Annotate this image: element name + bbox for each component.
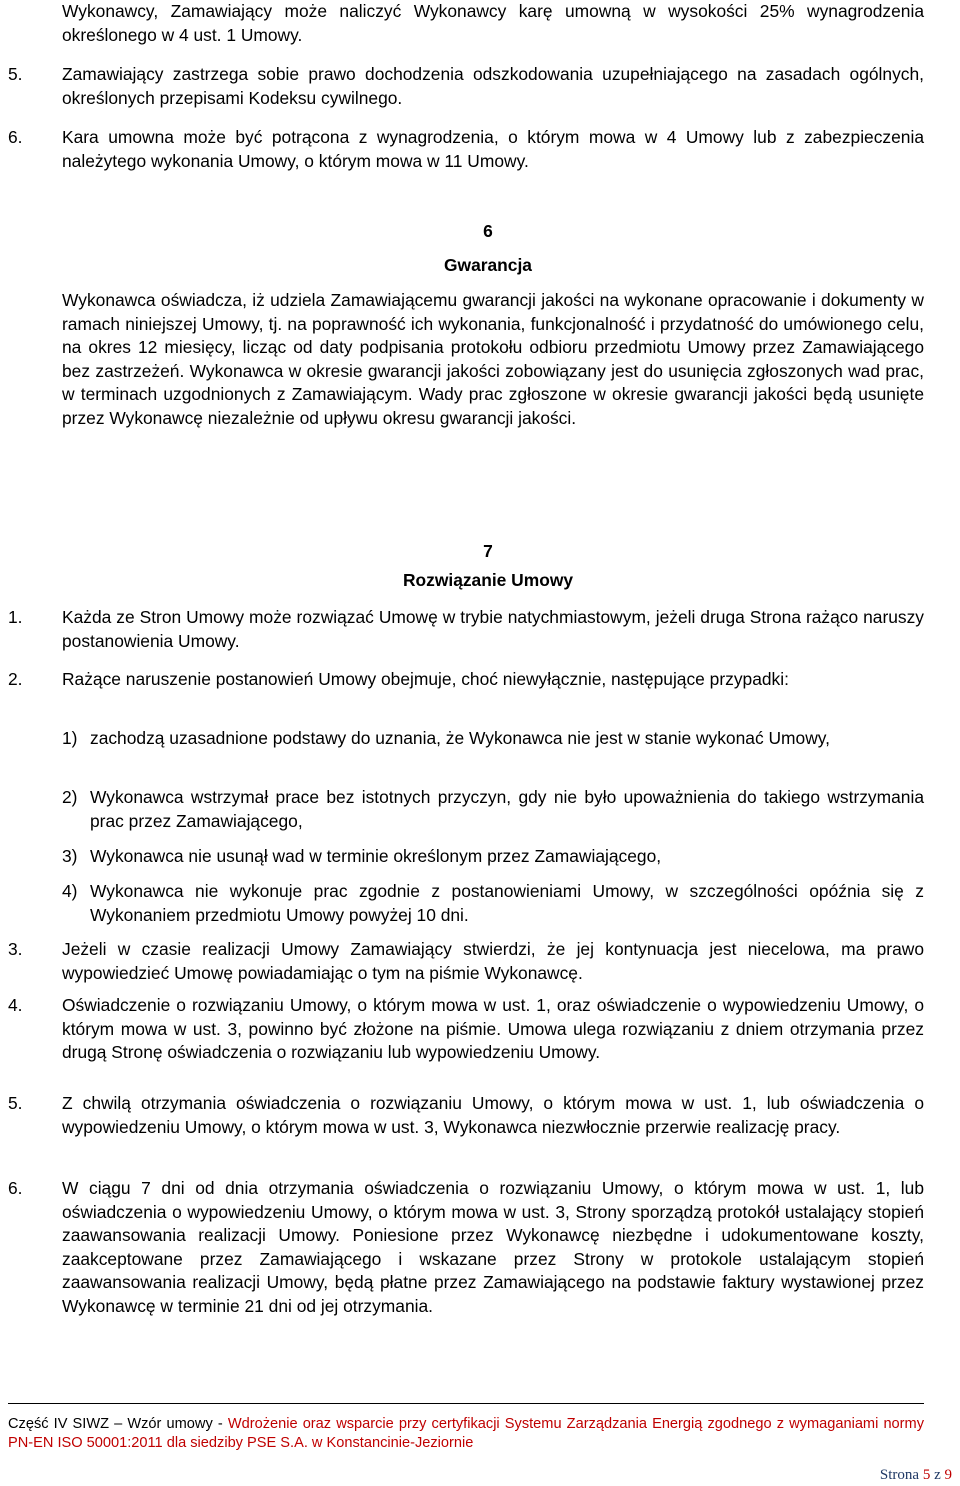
s7-item-1-number: 1. [8, 607, 23, 627]
s7-item-4-number: 4. [8, 995, 23, 1015]
s7-item-2-text: Rażące naruszenie postanowień Umowy obejmuje, choć niewyłącznie, następujące przypadki: [62, 669, 789, 689]
s7-subitem-1-text: zachodzą uzasadnione podstawy do uznania, że Wykonawca nie jest w stanie wykonać Umowy, [90, 728, 830, 748]
s7-item-6-number: 6. [8, 1178, 23, 1198]
continuation-paragraph: Wykonawcy, Zamawiający może naliczyć Wykonawcy karę umowną w wysokości 25% wynagrodzenia określonego w 4 ust. 1 Umowy. [62, 1, 924, 45]
page-separator: z [934, 1467, 941, 1483]
section-7-title: Rozwiązanie Umowy [402, 570, 574, 590]
s7-subitem-1-number: 1) [62, 728, 78, 748]
s7-subitem-4-number: 4) [62, 881, 78, 901]
footer-prefix: Część IV SIWZ – Wzór umowy - [8, 1416, 228, 1432]
s7-subitem-4-text: Wykonawca nie wykonuje prac zgodnie z postanowieniami Umowy, w szczególności opóźnia się z Wykonaniem przedmiotu Umowy powyżej 10 dni. [90, 881, 924, 925]
page-total: 9 [944, 1467, 952, 1483]
s7-item-3-text: Jeżeli w czasie realizacji Umowy Zamawiający stwierdzi, że jej kontynuacja jest niecelowa, ma prawo wypowiedzieć Umowę powiadamiając o tym na piśmie Wykonawcę. [62, 939, 924, 983]
section-6-title: Gwarancja [444, 255, 532, 275]
footer-title: Wdrożenie oraz wsparcie przy certyfikacji Systemu Zarządzania Energią zgodnego z wymaganiami normy PN-EN ISO 50001:2011 dla siedziby PSE S.A. w Konstancinie-Jeziornie [8, 1416, 924, 1451]
page-number [880, 1466, 952, 1484]
s7-subitem-3-text: Wykonawca nie usunął wad w terminie określonym przez Zamawiającego, [90, 846, 662, 866]
item-6-text: Kara umowna może być potrącona z wynagrodzenia, o którym mowa w 4 Umowy lub z zabezpieczenia należytego wykonania Umowy, o którym mowa w 11 Umowy. [62, 127, 924, 171]
s7-subitem-3-number: 3) [62, 846, 78, 866]
s7-item-3-number: 3. [8, 939, 23, 959]
section-6-body: Wykonawca oświadcza, iż udziela Zamawiającemu gwarancji jakości na wykonane opracowanie i dokumenty w ramach niniejszej Umowy, tj. na poprawność ich wykonania, funkcjonalność i przydatność do umówionego celu, na okres 12 miesięcy, licząc od daty podpisania protokołu odbioru przedmiotu Umowy przez Zamawiającego bez zastrzeżeń. Wykonawca w okresie gwarancji jakości zobowiązany jest do usunięcia zgłoszonych wad prac, w terminach uzgodnionych z Zamawiającym. Wady prac zgłoszone w okresie gwarancji jakości będą usunięte przez Wykonawcę niezależnie od upływu okresu gwarancji jakości. [62, 290, 924, 428]
s7-subitem-2-text: Wykonawca wstrzymał prace bez istotnych przyczyn, gdy nie było upoważnienia do takiego wstrzymania prac przez Zamawiającego, [90, 787, 924, 831]
item-5-number: 5. [8, 64, 23, 84]
item-6-number: 6. [8, 127, 23, 147]
footer-divider [8, 1403, 924, 1404]
s7-item-2-number: 2. [8, 669, 23, 689]
s7-item-5-text: Z chwilą otrzymania oświadczenia o rozwiązaniu Umowy, o którym mowa w ust. 1, lub oświadczenia o wypowiedzeniu Umowy, o którym mowa w ust. 3, Wykonawca niezwłocznie przerwie realizację pracy. [62, 1093, 924, 1137]
section-6-number: 6 [483, 221, 493, 241]
s7-item-6-text: W ciągu 7 dni od dnia otrzymania oświadczenia o rozwiązaniu Umowy, o którym mowa w ust. 1, lub oświadczenia o wypowiedzeniu Umowy, o którym mowa w ust. 3, Strony sporządzą protokół ustalający stopień zaawansowania realizacji Umowy. Poniesione przez Wykonawcę niezbędne i udokumentowane koszty, zaakceptowane przez Zamawiającego i wskazane przez Strony w protokole ustalającym stopień zaawansowania realizacji Umowy, będą płatne przez Zamawiającego na podstawie faktury wystawionej przez Wykonawcę w terminie 21 dni od jej otrzymania. [62, 1178, 924, 1316]
page-label: Strona [879, 1467, 920, 1483]
page-current: 5 [922, 1467, 931, 1483]
s7-item-1-text: Każda ze Stron Umowy może rozwiązać Umowę w trybie natychmiastowym, jeżeli druga Strona rażąco naruszy postanowienia Umowy. [62, 607, 924, 651]
section-7-number: 7 [483, 541, 493, 561]
s7-item-5-number: 5. [8, 1093, 23, 1113]
footer-text [8, 1415, 924, 1453]
item-5-text: Zamawiający zastrzega sobie prawo dochodzenia odszkodowania uzupełniającego na zasadach ogólnych, określonych przepisami Kodeksu cywilnego. [62, 64, 924, 108]
s7-item-4-text: Oświadczenie o rozwiązaniu Umowy, o którym mowa w ust. 1, oraz oświadczenie o wypowiedzeniu Umowy, o którym mowa w ust. 3, powinno być złożone na piśmie. Umowa ulega rozwiązaniu z dniem otrzymania przez drugą Stronę oświadczenia o rozwiązaniu lub wypowiedzeniu Umowy. [62, 995, 924, 1062]
s7-subitem-2-number: 2) [62, 787, 78, 807]
